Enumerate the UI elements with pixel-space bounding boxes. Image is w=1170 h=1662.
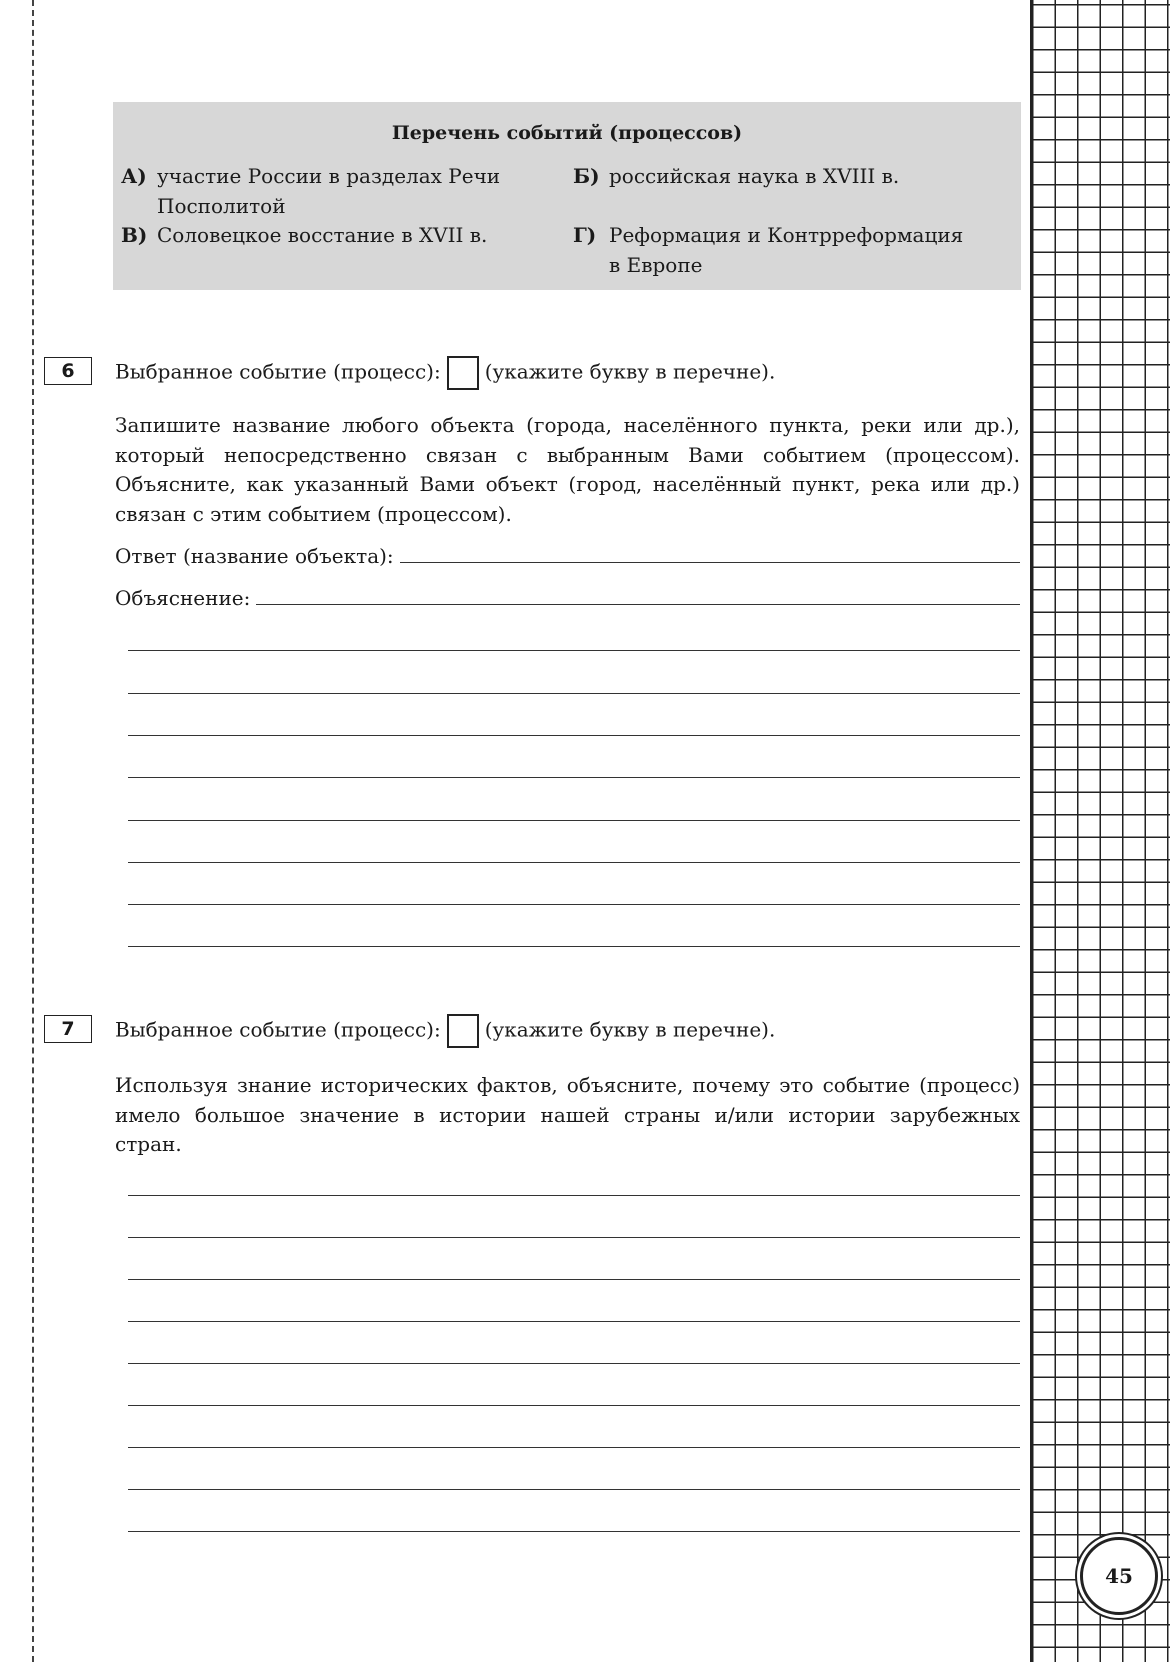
answer-line[interactable] xyxy=(128,650,1020,651)
event-text: Соловецкое восстание в XVII в. xyxy=(157,223,488,247)
task-6-answer-row xyxy=(115,544,1020,568)
answer-line[interactable] xyxy=(128,1279,1020,1280)
event-text: Реформация и Контрреформация в Европе xyxy=(609,223,964,277)
event-letter: А) xyxy=(121,164,147,188)
page-number: 45 xyxy=(1080,1537,1158,1615)
task-6-answer-label: Ответ (название объекта): xyxy=(115,544,394,568)
event-item-a xyxy=(121,161,521,221)
answer-line[interactable] xyxy=(128,735,1020,736)
task-6-selected-label: Выбранное событие (процесс): xyxy=(115,359,441,384)
task-7-letter-box[interactable] xyxy=(447,1014,479,1048)
task-7-selected-label: Выбранное событие (процесс): xyxy=(115,1017,441,1042)
answer-line[interactable] xyxy=(128,1195,1020,1196)
task-6-selected-hint: (укажите букву в перечне). xyxy=(484,359,776,384)
task-6-explanation-label: Объяснение: xyxy=(115,586,251,610)
task-7-instructions: Используя знание исторических фактов, объясните, почему это событие (процесс) имело большое значение в истории нашей страны и/или истории зарубежных стран. xyxy=(115,1073,1020,1156)
answer-line[interactable] xyxy=(128,820,1020,821)
answer-line[interactable] xyxy=(128,1405,1020,1406)
task-6-selected-row xyxy=(115,356,775,390)
event-text: российская наука в XVIII в. xyxy=(609,164,900,188)
event-letter: Г) xyxy=(573,223,597,247)
answer-line[interactable] xyxy=(128,693,1020,694)
cut-line xyxy=(32,0,34,1662)
event-text: участие России в разделах Речи Посполитой xyxy=(157,164,501,218)
task-7-number: 7 xyxy=(44,1015,92,1043)
answer-line[interactable] xyxy=(128,1489,1020,1490)
answer-line[interactable] xyxy=(128,904,1020,905)
event-letter: В) xyxy=(121,223,148,247)
task-6-explanation-row xyxy=(115,586,1020,610)
task-6-explanation-line[interactable] xyxy=(256,604,1020,605)
answer-line[interactable] xyxy=(128,1531,1020,1532)
answer-line[interactable] xyxy=(128,946,1020,947)
event-item-v xyxy=(121,220,541,250)
task-6-answer-line[interactable] xyxy=(400,562,1020,563)
answer-line[interactable] xyxy=(128,1321,1020,1322)
task-6-letter-box[interactable] xyxy=(447,356,479,390)
answer-grid xyxy=(1030,0,1170,1662)
event-item-b xyxy=(573,161,1013,191)
answer-line[interactable] xyxy=(128,777,1020,778)
events-list-title: Перечень событий (процессов) xyxy=(391,122,743,144)
task-6-number: 6 xyxy=(44,357,92,385)
answer-line[interactable] xyxy=(128,1237,1020,1238)
answer-line[interactable] xyxy=(128,862,1020,863)
task-7-selected-hint: (укажите букву в перечне). xyxy=(484,1017,776,1042)
task-7-selected-row xyxy=(115,1014,775,1048)
events-list-box xyxy=(113,102,1021,290)
answer-line[interactable] xyxy=(128,1447,1020,1448)
answer-line[interactable] xyxy=(128,1363,1020,1364)
event-item-g xyxy=(573,220,973,280)
task-6-instructions: Запишите название любого объекта (города, населённого пункта, реки или др.), который непосредственно связан с выбранным Вами событием (процессом). Объясните, как указанный Вами объект (город, населённый пункт, река или др.) связан с этим событием (процессом). xyxy=(115,413,1020,526)
event-letter: Б) xyxy=(573,164,600,188)
